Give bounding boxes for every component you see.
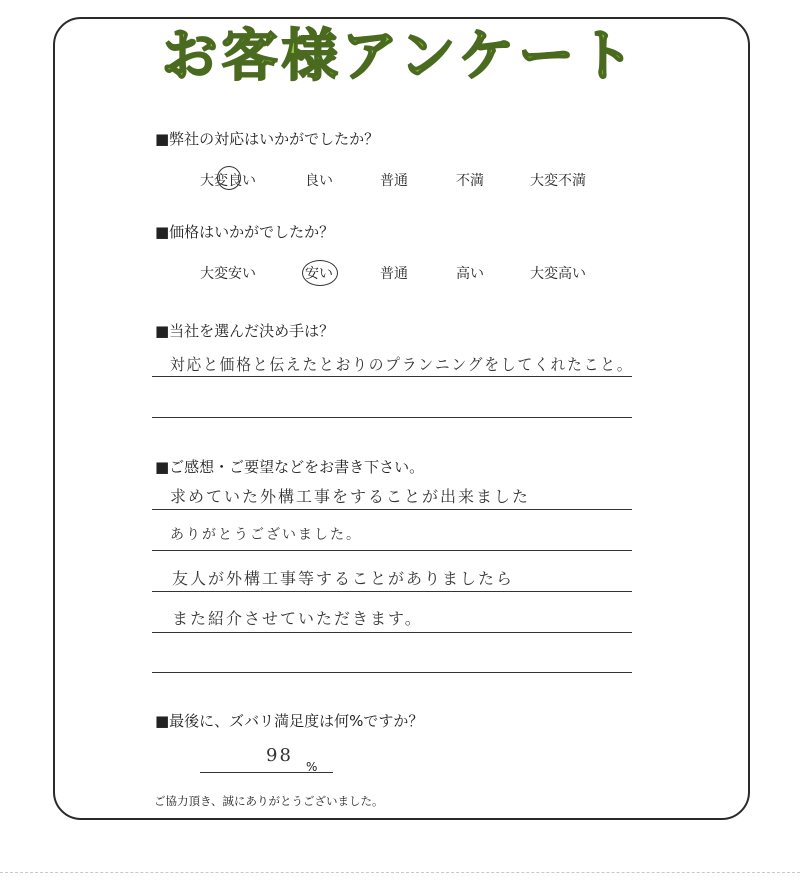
price-option-expensive[interactable]: 高い xyxy=(456,266,484,282)
comments-rule-1 xyxy=(152,509,632,510)
thank-you-note: ご協力頂き、誠にありがとうございました。 xyxy=(154,794,384,808)
service-option-good[interactable]: 良い xyxy=(305,173,333,189)
satisfaction-rule xyxy=(200,772,333,773)
price-option-very-expensive[interactable]: 大変高い xyxy=(530,266,586,282)
satisfaction-unit: % xyxy=(306,760,318,774)
comments-rule-2 xyxy=(152,550,632,551)
comments-answer-line-4: また紹介させていただきます。 xyxy=(172,609,423,628)
service-option-very-dissatisfied[interactable]: 大変不満 xyxy=(530,173,586,189)
question-price: ■価格はいかがでしたか？ xyxy=(155,223,335,241)
survey-title: お客様アンケート xyxy=(161,24,639,89)
comments-answer-line-2: ありがとうございました。 xyxy=(170,527,362,543)
price-selection-circle xyxy=(302,260,338,286)
reason-rule-2 xyxy=(152,417,632,418)
question-reason: ■当社を選んだ決め手は？ xyxy=(155,322,335,340)
comments-rule-3 xyxy=(152,591,632,592)
price-option-cheap[interactable]: 安い xyxy=(305,266,333,282)
comments-rule-4 xyxy=(152,632,632,633)
scan-edge xyxy=(0,872,800,873)
satisfaction-value: 98 xyxy=(266,745,293,766)
price-option-very-cheap[interactable]: 大変安い xyxy=(200,266,256,282)
question-satisfaction: ■最後に、ズバリ満足度は何%ですか？ xyxy=(155,712,424,730)
question-comments: ■ご感想・ご要望などをお書き下さい。 xyxy=(155,458,425,476)
service-option-very-good[interactable]: 大変良い xyxy=(200,173,256,189)
price-option-normal[interactable]: 普通 xyxy=(380,266,408,282)
service-option-normal[interactable]: 普通 xyxy=(380,173,408,189)
service-selection-circle xyxy=(217,166,241,190)
reason-rule-1 xyxy=(152,376,632,377)
comments-answer-line-3: 友人が外構工事等することがありましたら xyxy=(172,569,515,588)
comments-rule-5 xyxy=(152,672,632,673)
question-service: ■弊社の対応はいかがでしたか？ xyxy=(155,130,380,148)
reason-answer-line-1: 対応と価格と伝えたとおりのプランニングをしてくれたこと。 xyxy=(170,355,634,374)
comments-answer-line-1: 求めていた外構工事をすることが出来ました xyxy=(170,487,531,506)
service-option-dissatisfied[interactable]: 不満 xyxy=(456,173,484,189)
